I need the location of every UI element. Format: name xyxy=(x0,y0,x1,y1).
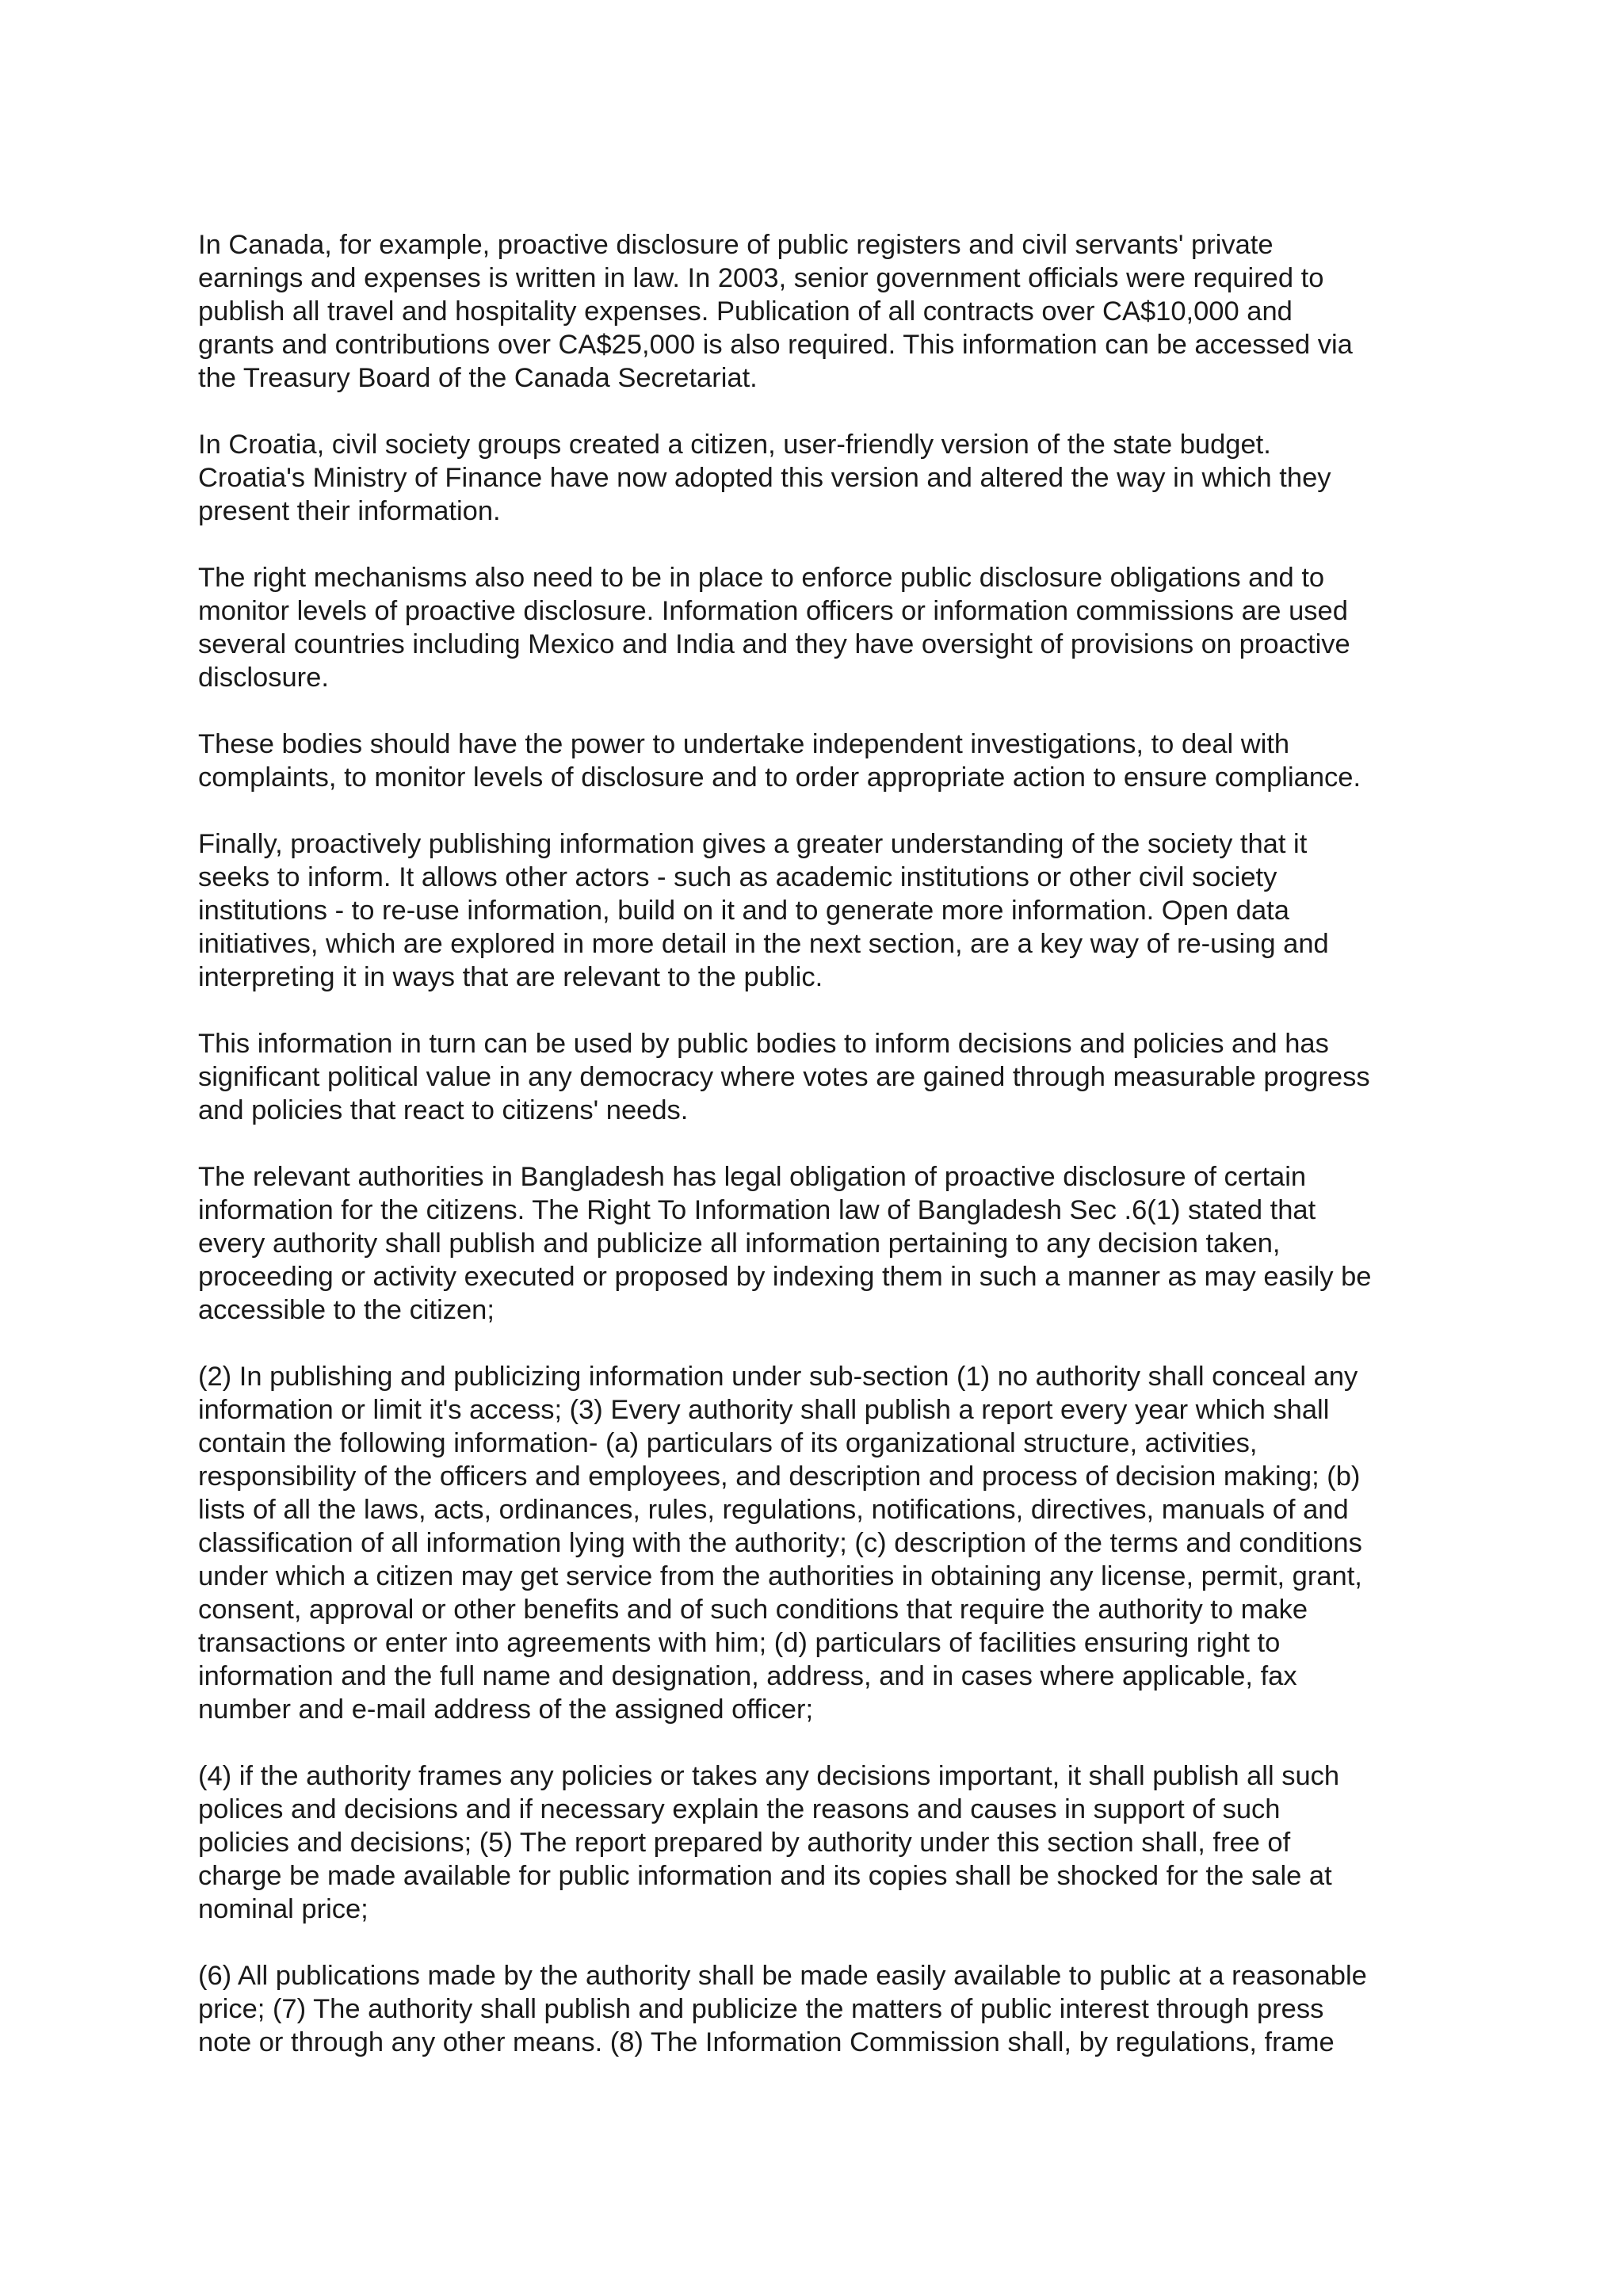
paragraph-croatia: In Croatia, civil society groups created a citizen, user-friendly version of the state budget. Croatia's Ministry of Finance have now adopted this version and altered the way in which they present their information. xyxy=(198,430,1331,526)
document-body xyxy=(198,228,1434,2059)
paragraph-finally: Finally, proactively publishing information gives a greater understanding of the society that it seeks to inform. It allows other actors - such as academic institutions or other civil society institutions - to re-use information, build on it and to generate more information. Open data initiatives, which are explored in more detail in the next section, are a key way of re-using and interpreting it in ways that are relevant to the public. xyxy=(198,829,1329,992)
paragraph-political-value: This information in turn can be used by public bodies to inform decisions and policies and has significant political value in any democracy where votes are gained through measurable progress and policies that react to citizens' needs. xyxy=(198,1029,1370,1125)
paragraph-subsection-4-5: (4) if the authority frames any policies or takes any decisions important, it shall publish all such polices and decisions and if necessary explain the reasons and causes in support of such policies and decisions; (5) The report prepared by authority under this section shall, free of charge be made available for public information and its copies shall be shocked for the sale at nominal price; xyxy=(198,1761,1340,1924)
paragraph-canada: In Canada, for example, proactive disclosure of public registers and civil servants' private earnings and expenses is written in law. In 2003, senior government officials were required to publish all travel and hospitality expenses. Publication of all contracts over CA$10,000 and grants and contributions over CA$25,000 is also required. This information can be accessed via the Treasury Board of the Canada Secretariat. xyxy=(198,230,1353,393)
paragraph-subsection-6-8: (6) All publications made by the authority shall be made easily available to public at a reasonable price; (7) The authority shall publish and publicize the matters of public interest through press note or through any other means. (8) The Information Commission shall, by regulations, frame xyxy=(198,1961,1367,2057)
paragraph-mechanisms: The right mechanisms also need to be in place to enforce public disclosure obligations and to monitor levels of proactive disclosure. Information officers or information commissions are used several countries including Mexico and India and they have oversight of provisions on proactive disclosure. xyxy=(198,563,1350,693)
paragraph-bodies-power: These bodies should have the power to undertake independent investigations, to deal with complaints, to monitor levels of disclosure and to order appropriate action to ensure compliance. xyxy=(198,729,1361,793)
paragraph-bangladesh: The relevant authorities in Bangladesh has legal obligation of proactive disclosure of certain information for the citizens. The Right To Information law of Bangladesh Sec .6(1) stated that every authority shall publish and publicize all information pertaining to any decision taken, proceeding or activity executed or proposed by indexing them in such a manner as may easily be accessible to the citizen; xyxy=(198,1162,1372,1325)
paragraph-subsection-2-3: (2) In publishing and publicizing information under sub-section (1) no authority shall conceal any information or limit it's access; (3) Every authority shall publish a report every year which shall contain the following information- (a) particulars of its organizational structure, activities, responsibility of the officers and employees, and description and process of decision making; (b) lists of all the laws, acts, ordinances, rules, regulations, notifications, directives, manuals of and classification of all information lying with the authority; (c) description of the terms and conditions under which a citizen may get service from the authorities in obtaining any license, permit, grant, consent, approval or other benefits and of such conditions that require the authority to make transactions or enter into agreements with him; (d) particulars of facilities ensuring right to information and the full name and designation, address, and in cases where applicable, fax number and e-mail address of the assigned officer; xyxy=(198,1362,1362,1725)
